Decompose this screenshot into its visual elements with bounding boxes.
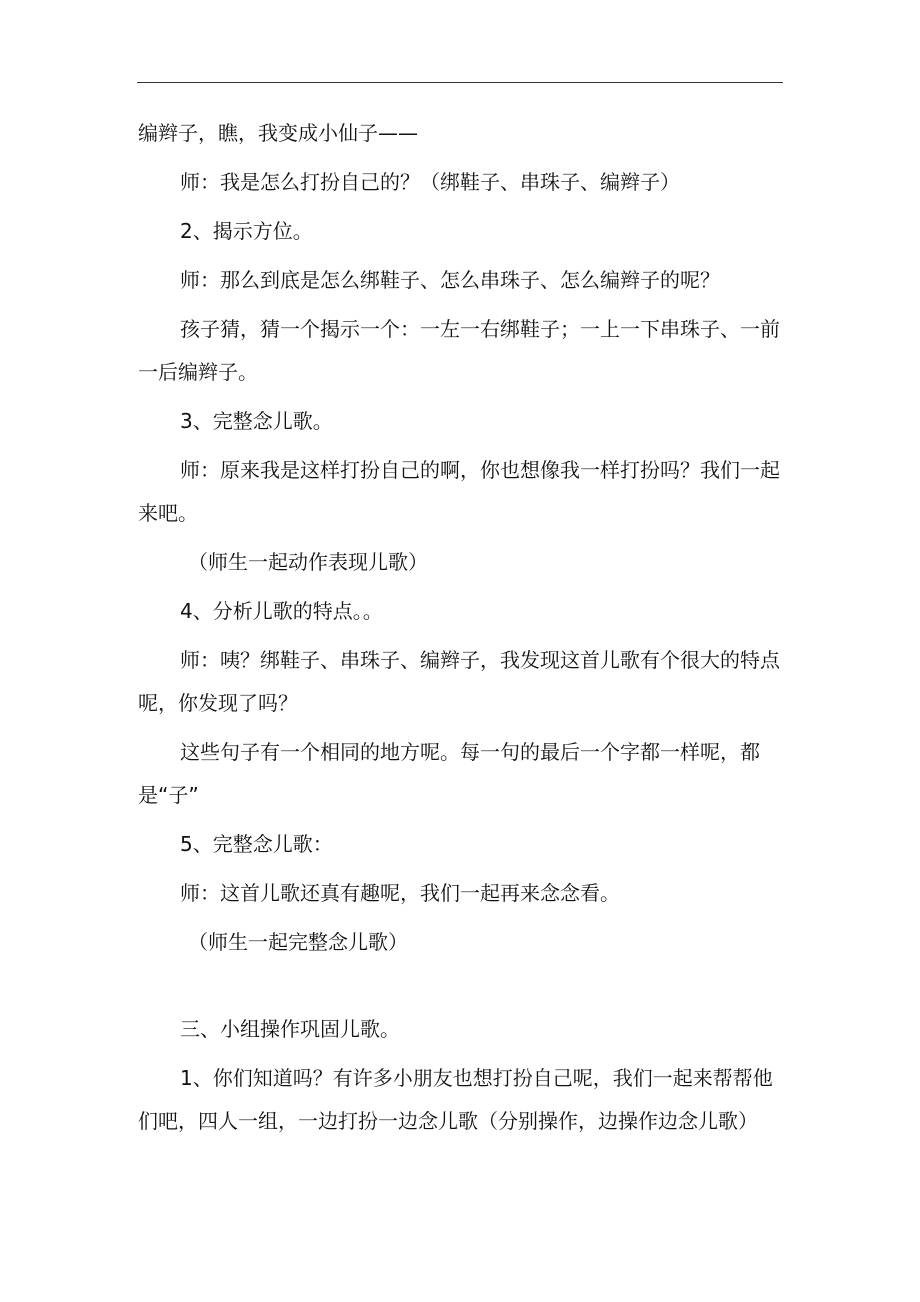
paragraph: 师：我是怎么打扮自己的？（绑鞋子、串珠子、编辫子） [180, 170, 680, 194]
section-step: 2、揭示方位。 [180, 219, 313, 243]
paragraph: 师：原来我是这样打扮自己的啊，你也想像我一样打扮吗？我们一起来吧。 [138, 458, 780, 525]
paragraph: （师生一起完整念儿歌） [188, 930, 408, 954]
paragraph: 师：咦？绑鞋子、串珠子、编辫子，我发现这首儿歌有个很大的特点呢，你发现了吗？ [138, 648, 780, 715]
paragraph: 师：那么到底是怎么绑鞋子、怎么串珠子、怎么编辫子的呢？ [180, 268, 720, 292]
header-rule [137, 82, 783, 83]
paragraph: 1、你们知道吗？有许多小朋友也想打扮自己呢，我们一起来帮帮他们吧，四人一组，一边打扮一边念儿歌（分别操作，边操作边念儿歌） [138, 1066, 773, 1133]
paragraph: 孩子猜，猜一个揭示一个：一左一右绑鞋子；一上一下串珠子、一前一后编辫子。 [138, 317, 780, 384]
section-step: 3、完整念儿歌。 [180, 409, 333, 433]
paragraph: （师生一起动作表现儿歌） [188, 550, 428, 574]
document-body [138, 112, 784, 1149]
paragraph: 编辫子，瞧，我变成小仙子—— [138, 121, 418, 145]
section-step: 4、分析儿歌的特点。。 [180, 599, 383, 623]
section-step: 5、完整念儿歌： [180, 832, 333, 856]
paragraph: 师：这首儿歌还真有趣呢，我们一起再来念念看。 [180, 881, 620, 905]
section-heading: 三、小组操作巩固儿歌。 [180, 1017, 400, 1041]
paragraph: 这些句子有一个相同的地方呢。每一句的最后一个字都一样呢，都是“子” [138, 740, 760, 807]
paragraph-gap [138, 970, 784, 1008]
